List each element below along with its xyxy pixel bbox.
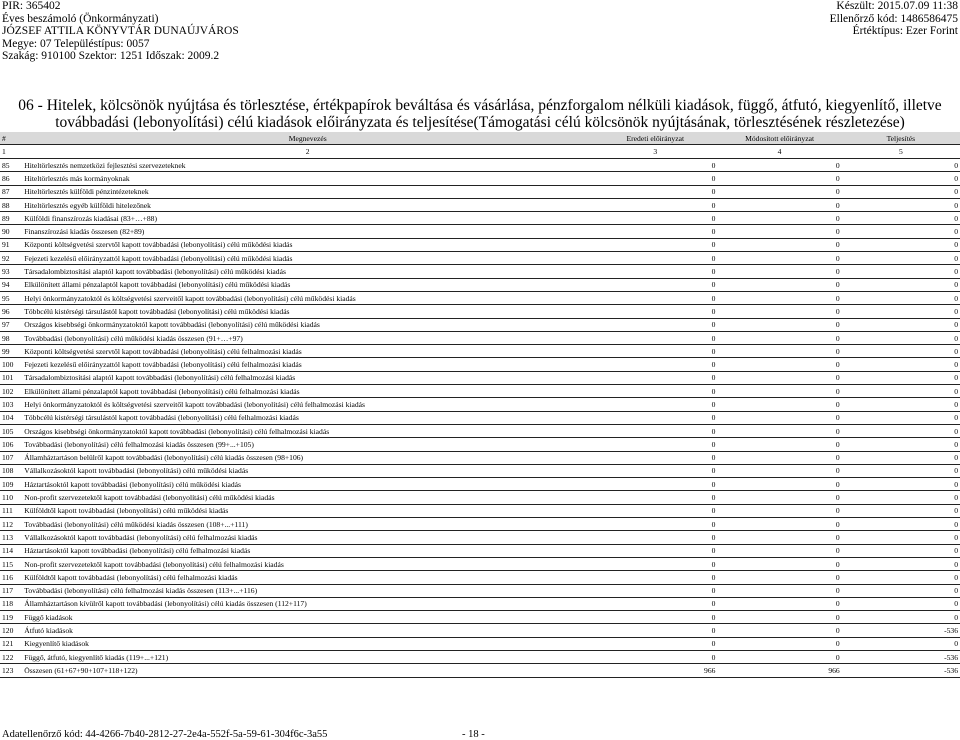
- row-name: Továbbadási (lebonyolítási) célú működési kiadás összesen (108+...+111): [22, 518, 593, 531]
- row-modified: 0: [717, 358, 841, 371]
- row-modified: 0: [717, 504, 841, 517]
- table-row: [0, 265, 960, 278]
- pir-line: PIR: 365402: [2, 0, 61, 12]
- table-row: [0, 491, 960, 504]
- row-fulfilment: 0: [842, 238, 960, 251]
- row-fulfilment: -536: [842, 650, 960, 663]
- row-number: 100: [0, 358, 22, 371]
- row-name: Államháztartáson belülről kapott továbbadási (lebonyolítási) célú kiadás összesen (98+106): [22, 451, 593, 464]
- row-number: 107: [0, 451, 22, 464]
- row-modified: 0: [717, 252, 841, 265]
- row-original: 0: [593, 385, 717, 398]
- row-modified: 0: [717, 291, 841, 304]
- row-name: Államháztartáson kívülről kapott továbbadási (lebonyolítási) célú kiadás összesen (112+117): [22, 597, 593, 610]
- row-fulfilment: 0: [842, 531, 960, 544]
- report-type-line: Éves beszámoló (Önkormányzati): [2, 12, 159, 25]
- row-modified: 0: [717, 584, 841, 597]
- row-original: 0: [593, 451, 717, 464]
- row-fulfilment: 0: [842, 478, 960, 491]
- title-line-1: 06 - Hitelek, kölcsönök nyújtása és törlesztése, értékpapírok beváltása és vásárlása, pénzforgalom nélküli kiadások, függő, átfutó, kiegyenlítő, illetve: [18, 97, 942, 114]
- data-table: [0, 132, 960, 678]
- row-number: 118: [0, 597, 22, 610]
- row-number: 99: [0, 345, 22, 358]
- row-fulfilment: 0: [842, 252, 960, 265]
- row-name: Külföldtől kapott továbbadási (lebonyolítási) célú működési kiadás: [22, 504, 593, 517]
- row-fulfilment: 0: [842, 611, 960, 624]
- row-fulfilment: 0: [842, 185, 960, 198]
- row-modified: 0: [717, 411, 841, 424]
- row-original: 0: [593, 557, 717, 570]
- row-modified: 0: [717, 451, 841, 464]
- row-number: 114: [0, 544, 22, 557]
- row-number: 116: [0, 571, 22, 584]
- row-number: 112: [0, 518, 22, 531]
- row-modified: 0: [717, 637, 841, 650]
- row-original: 0: [593, 611, 717, 624]
- institution-line: JÓZSEF ATTILA KÖNYVTÁR DUNAÚJVÁROS: [2, 25, 239, 38]
- row-fulfilment: 0: [842, 371, 960, 384]
- table-row: [0, 571, 960, 584]
- row-name: Többcélú kistérségi társulástól kapott továbbadási (lebonyolítási) célú felhalmozási kiadás: [22, 411, 593, 424]
- row-fulfilment: 0: [842, 571, 960, 584]
- row-modified: 0: [717, 318, 841, 331]
- row-number: 121: [0, 637, 22, 650]
- row-number: 117: [0, 584, 22, 597]
- row-name: Non-profit szervezetektől kapott továbbadási (lebonyolítási) célú működési kiadás: [22, 491, 593, 504]
- row-name: Továbbadási (lebonyolítási) célú felhalmozási kiadás összesen (113+...+116): [22, 584, 593, 597]
- row-modified: 0: [717, 278, 841, 291]
- table-row: [0, 225, 960, 238]
- row-number: 89: [0, 212, 22, 225]
- row-fulfilment: 0: [842, 557, 960, 570]
- col-number-2: 2: [22, 145, 593, 159]
- row-original: 0: [593, 464, 717, 477]
- row-number: 111: [0, 504, 22, 517]
- table-row: [0, 650, 960, 663]
- table-row: [0, 252, 960, 265]
- row-name: Külföldtől kapott továbbadási (lebonyolítási) célú felhalmozási kiadás: [22, 571, 593, 584]
- row-fulfilment: 0: [842, 212, 960, 225]
- row-name: Háztartásoktól kapott továbbadási (lebonyolítási) célú felhalmozási kiadás: [22, 544, 593, 557]
- row-original: 0: [593, 291, 717, 304]
- row-modified: 0: [717, 238, 841, 251]
- row-number: 94: [0, 278, 22, 291]
- row-number: 91: [0, 238, 22, 251]
- row-original: 0: [593, 305, 717, 318]
- row-modified: 0: [717, 172, 841, 185]
- table-row: [0, 611, 960, 624]
- row-number: 104: [0, 411, 22, 424]
- row-name: Központi költségvetési szervtől kapott továbbadási (lebonyolítási) célú felhalmozási kiadás: [22, 345, 593, 358]
- row-number: 97: [0, 318, 22, 331]
- table-row: [0, 518, 960, 531]
- row-original: 0: [593, 411, 717, 424]
- report-header-right: [830, 0, 958, 38]
- table-row: [0, 438, 960, 451]
- row-modified: 0: [717, 478, 841, 491]
- row-modified: 0: [717, 438, 841, 451]
- row-original: 0: [593, 491, 717, 504]
- row-fulfilment: 0: [842, 597, 960, 610]
- row-original: 0: [593, 345, 717, 358]
- row-name: Helyi önkormányzatoktól és költségvetési szerveitől kapott továbbadási (lebonyolítási) célú felhalmozási kiadás: [22, 398, 593, 411]
- row-original: 0: [593, 238, 717, 251]
- table-row: [0, 159, 960, 172]
- table-row: [0, 637, 960, 650]
- row-name: Társadalombiztosítási alaptól kapott továbbadási (lebonyolítási) célú felhalmozási kiadás: [22, 371, 593, 384]
- row-original: 0: [593, 424, 717, 437]
- row-fulfilment: 0: [842, 318, 960, 331]
- row-number: 85: [0, 159, 22, 172]
- row-modified: 0: [717, 531, 841, 544]
- row-modified: 0: [717, 611, 841, 624]
- row-name: Külföldi finanszírozás kiadásai (83+…+88): [22, 212, 593, 225]
- row-fulfilment: 0: [842, 637, 960, 650]
- col-header-original: Eredeti előirányzat: [593, 132, 717, 145]
- row-number: 102: [0, 385, 22, 398]
- row-number: 103: [0, 398, 22, 411]
- row-name: Kiegyenlítő kiadások: [22, 637, 593, 650]
- row-modified: 0: [717, 464, 841, 477]
- table-row: [0, 464, 960, 477]
- row-modified: 0: [717, 544, 841, 557]
- row-number: 90: [0, 225, 22, 238]
- row-fulfilment: 0: [842, 385, 960, 398]
- row-name: Továbbadási (lebonyolítási) célú működési kiadás összesen (91+…+97): [22, 331, 593, 344]
- table-row: [0, 544, 960, 557]
- row-modified: 0: [717, 185, 841, 198]
- row-name: Fejezeti kezelésű előirányzattól kapott továbbadási (lebonyolítási) célú felhalmozási kiadás: [22, 358, 593, 371]
- row-modified: 0: [717, 518, 841, 531]
- row-fulfilment: -536: [842, 624, 960, 637]
- table-row: [0, 278, 960, 291]
- row-fulfilment: 0: [842, 424, 960, 437]
- row-modified: 0: [717, 305, 841, 318]
- report-header-left: [2, 0, 239, 63]
- page-number: - 18 -: [462, 729, 485, 740]
- table-row: [0, 385, 960, 398]
- check-code-line: Ellenőrző kód: 1486586475: [829, 12, 958, 25]
- row-name: Finanszírozási kiadás összesen (82+89): [22, 225, 593, 238]
- row-name: Hiteltörlesztés nemzetközi fejlesztési szervezeteknek: [22, 159, 593, 172]
- row-fulfilment: 0: [842, 464, 960, 477]
- row-original: 0: [593, 318, 717, 331]
- row-original: 0: [593, 544, 717, 557]
- col-header-modified: Módosított előirányzat: [717, 132, 841, 145]
- row-modified: 0: [717, 345, 841, 358]
- row-number: 86: [0, 172, 22, 185]
- row-fulfilment: 0: [842, 398, 960, 411]
- row-original: 0: [593, 198, 717, 211]
- row-original: 0: [593, 478, 717, 491]
- col-header-number: #: [0, 132, 22, 145]
- row-original: 0: [593, 624, 717, 637]
- row-fulfilment: -536: [842, 664, 960, 677]
- table-row: [0, 411, 960, 424]
- row-number: 119: [0, 611, 22, 624]
- county-line: Megye: 07 Településtípus: 0057: [2, 37, 150, 50]
- created-line: Készült: 2015.07.09 11:38: [836, 0, 958, 12]
- row-name: Függő kiadások: [22, 611, 593, 624]
- table-row: [0, 664, 960, 677]
- table-row: [0, 212, 960, 225]
- table-row: [0, 451, 960, 464]
- row-number: 98: [0, 331, 22, 344]
- row-modified: 0: [717, 159, 841, 172]
- table-row: [0, 597, 960, 610]
- row-original: 0: [593, 185, 717, 198]
- row-number: 108: [0, 464, 22, 477]
- row-fulfilment: 0: [842, 411, 960, 424]
- row-modified: 0: [717, 265, 841, 278]
- table-row: [0, 198, 960, 211]
- row-number: 122: [0, 650, 22, 663]
- row-name: Fejezeti kezelésű előirányzattól kapott továbbadási (lebonyolítási) célú működési kiadás: [22, 252, 593, 265]
- table-row: [0, 185, 960, 198]
- table-row: [0, 358, 960, 371]
- row-number: 123: [0, 664, 22, 677]
- row-name: Országos kisebbségi önkormányzatoktól kapott továbbadási (lebonyolítási) célú működési kiadás: [22, 318, 593, 331]
- row-modified: 0: [717, 624, 841, 637]
- row-name: Elkülönített állami pénzalaptól kapott továbbadási (lebonyolítási) célú felhalmozási kiadás: [22, 385, 593, 398]
- row-modified: 0: [717, 371, 841, 384]
- row-original: 0: [593, 597, 717, 610]
- page-title: [0, 97, 960, 131]
- row-original: 0: [593, 225, 717, 238]
- row-modified: 0: [717, 398, 841, 411]
- col-header-fulfilment: Teljesítés: [842, 132, 960, 145]
- row-name: Átfutó kiadások: [22, 624, 593, 637]
- table-header-row: [0, 132, 960, 145]
- row-original: 0: [593, 371, 717, 384]
- row-fulfilment: 0: [842, 225, 960, 238]
- row-number: 101: [0, 371, 22, 384]
- table-row: [0, 305, 960, 318]
- row-original: 0: [593, 531, 717, 544]
- row-name: Non-profit szervezetektől kapott továbbadási (lebonyolítási) célú felhalmozási kiadás: [22, 557, 593, 570]
- row-fulfilment: 0: [842, 504, 960, 517]
- row-original: 0: [593, 172, 717, 185]
- row-original: 0: [593, 504, 717, 517]
- row-modified: 0: [717, 385, 841, 398]
- row-modified: 0: [717, 650, 841, 663]
- row-fulfilment: 0: [842, 358, 960, 371]
- table-row: [0, 371, 960, 384]
- data-check-code: Adatellenőrző kód: 44-4266-7b40-2812-27-2e4a-552f-5a-59-61-304f6c-3a55: [2, 729, 328, 740]
- row-name: Többcélú kistérségi társulástól kapott továbbadási (lebonyolítási) célú működési kiadás: [22, 305, 593, 318]
- row-name: Hiteltörlesztés külföldi pénzintézeteknek: [22, 185, 593, 198]
- row-original: 0: [593, 159, 717, 172]
- row-original: 0: [593, 637, 717, 650]
- row-fulfilment: 0: [842, 172, 960, 185]
- col-number-3: 3: [593, 145, 717, 159]
- row-number: 93: [0, 265, 22, 278]
- row-name: Elkülönített állami pénzalaptól kapott továbbadási (lebonyolítási) célú működési kiadás: [22, 278, 593, 291]
- row-original: 0: [593, 278, 717, 291]
- row-modified: 0: [717, 225, 841, 238]
- table-row: [0, 238, 960, 251]
- row-number: 96: [0, 305, 22, 318]
- table-row: [0, 557, 960, 570]
- table-row: [0, 345, 960, 358]
- row-name: Háztartásoktól kapott továbbadási (lebonyolítási) célú működési kiadás: [22, 478, 593, 491]
- row-number: 95: [0, 291, 22, 304]
- row-number: 106: [0, 438, 22, 451]
- row-fulfilment: 0: [842, 278, 960, 291]
- row-number: 120: [0, 624, 22, 637]
- row-number: 115: [0, 557, 22, 570]
- table-row: [0, 478, 960, 491]
- table-row: [0, 331, 960, 344]
- row-original: 0: [593, 252, 717, 265]
- row-number: 92: [0, 252, 22, 265]
- row-fulfilment: 0: [842, 291, 960, 304]
- row-fulfilment: 0: [842, 265, 960, 278]
- row-original: 0: [593, 518, 717, 531]
- row-name: Hiteltörlesztés egyéb külföldi hitelezőnek: [22, 198, 593, 211]
- row-name: Összesen (61+67+90+107+118+122): [22, 664, 593, 677]
- row-original: 0: [593, 265, 717, 278]
- row-modified: 0: [717, 212, 841, 225]
- row-modified: 0: [717, 331, 841, 344]
- row-name: Függő, átfutó, kiegyenlítő kiadás (119+...+121): [22, 650, 593, 663]
- table-row: [0, 584, 960, 597]
- row-original: 966: [593, 664, 717, 677]
- row-modified: 0: [717, 424, 841, 437]
- row-original: 0: [593, 650, 717, 663]
- row-fulfilment: 0: [842, 518, 960, 531]
- row-name: Továbbadási (lebonyolítási) célú felhalmozási kiadás összesen (99+...+105): [22, 438, 593, 451]
- row-name: Vállalkozásoktól kapott továbbadási (lebonyolítási) célú működési kiadás: [22, 464, 593, 477]
- table-row: [0, 172, 960, 185]
- row-number: 109: [0, 478, 22, 491]
- row-fulfilment: 0: [842, 438, 960, 451]
- sector-line: Szakág: 910100 Szektor: 1251 Időszak: 2009.2: [2, 50, 220, 63]
- row-number: 87: [0, 185, 22, 198]
- col-number-5: 5: [842, 145, 960, 159]
- table-row: [0, 424, 960, 437]
- value-type-line: Értéktípus: Ezer Forint: [852, 25, 958, 38]
- row-fulfilment: 0: [842, 345, 960, 358]
- title-line-2: továbbadási (lebonyolítási) célú kiadások előirányzata és teljesítése(Támogatási célú kölcsönök nyújtásának, törlesztésének részletezése): [55, 114, 905, 131]
- row-modified: 966: [717, 664, 841, 677]
- row-number: 105: [0, 424, 22, 437]
- row-fulfilment: 0: [842, 305, 960, 318]
- row-name: Vállalkozásoktól kapott továbbadási (lebonyolítási) célú felhalmozási kiadás: [22, 531, 593, 544]
- row-number: 113: [0, 531, 22, 544]
- table-row: [0, 398, 960, 411]
- row-modified: 0: [717, 491, 841, 504]
- table-row: [0, 531, 960, 544]
- row-modified: 0: [717, 198, 841, 211]
- row-fulfilment: 0: [842, 491, 960, 504]
- row-original: 0: [593, 212, 717, 225]
- col-header-name: Megnevezés: [22, 132, 593, 145]
- row-original: 0: [593, 358, 717, 371]
- row-name: Helyi önkormányzatoktól és költségvetési szerveitől kapott továbbadási (lebonyolítási) célú működési kiadás: [22, 291, 593, 304]
- row-number: 110: [0, 491, 22, 504]
- row-original: 0: [593, 571, 717, 584]
- col-number-1: 1: [0, 145, 22, 159]
- row-fulfilment: 0: [842, 544, 960, 557]
- row-modified: 0: [717, 597, 841, 610]
- col-number-4: 4: [717, 145, 841, 159]
- row-original: 0: [593, 584, 717, 597]
- row-fulfilment: 0: [842, 451, 960, 464]
- row-number: 88: [0, 198, 22, 211]
- table-row: [0, 504, 960, 517]
- row-fulfilment: 0: [842, 159, 960, 172]
- row-original: 0: [593, 331, 717, 344]
- row-modified: 0: [717, 557, 841, 570]
- row-name: Országos kisebbségi önkormányzatoktól kapott továbbadási (lebonyolítási) célú felhalmozási kiadás: [22, 424, 593, 437]
- row-original: 0: [593, 438, 717, 451]
- row-original: 0: [593, 398, 717, 411]
- row-fulfilment: 0: [842, 331, 960, 344]
- row-modified: 0: [717, 571, 841, 584]
- row-fulfilment: 0: [842, 584, 960, 597]
- column-number-row: [0, 145, 960, 159]
- table-row: [0, 291, 960, 304]
- table-row: [0, 624, 960, 637]
- table-row: [0, 318, 960, 331]
- row-name: Hiteltörlesztés más kormányoknak: [22, 172, 593, 185]
- row-name: Központi költségvetési szervtől kapott továbbadási (lebonyolítási) célú működési kiadás: [22, 238, 593, 251]
- row-fulfilment: 0: [842, 198, 960, 211]
- row-name: Társadalombiztosítási alaptól kapott továbbadási (lebonyolítási) célú működési kiadás: [22, 265, 593, 278]
